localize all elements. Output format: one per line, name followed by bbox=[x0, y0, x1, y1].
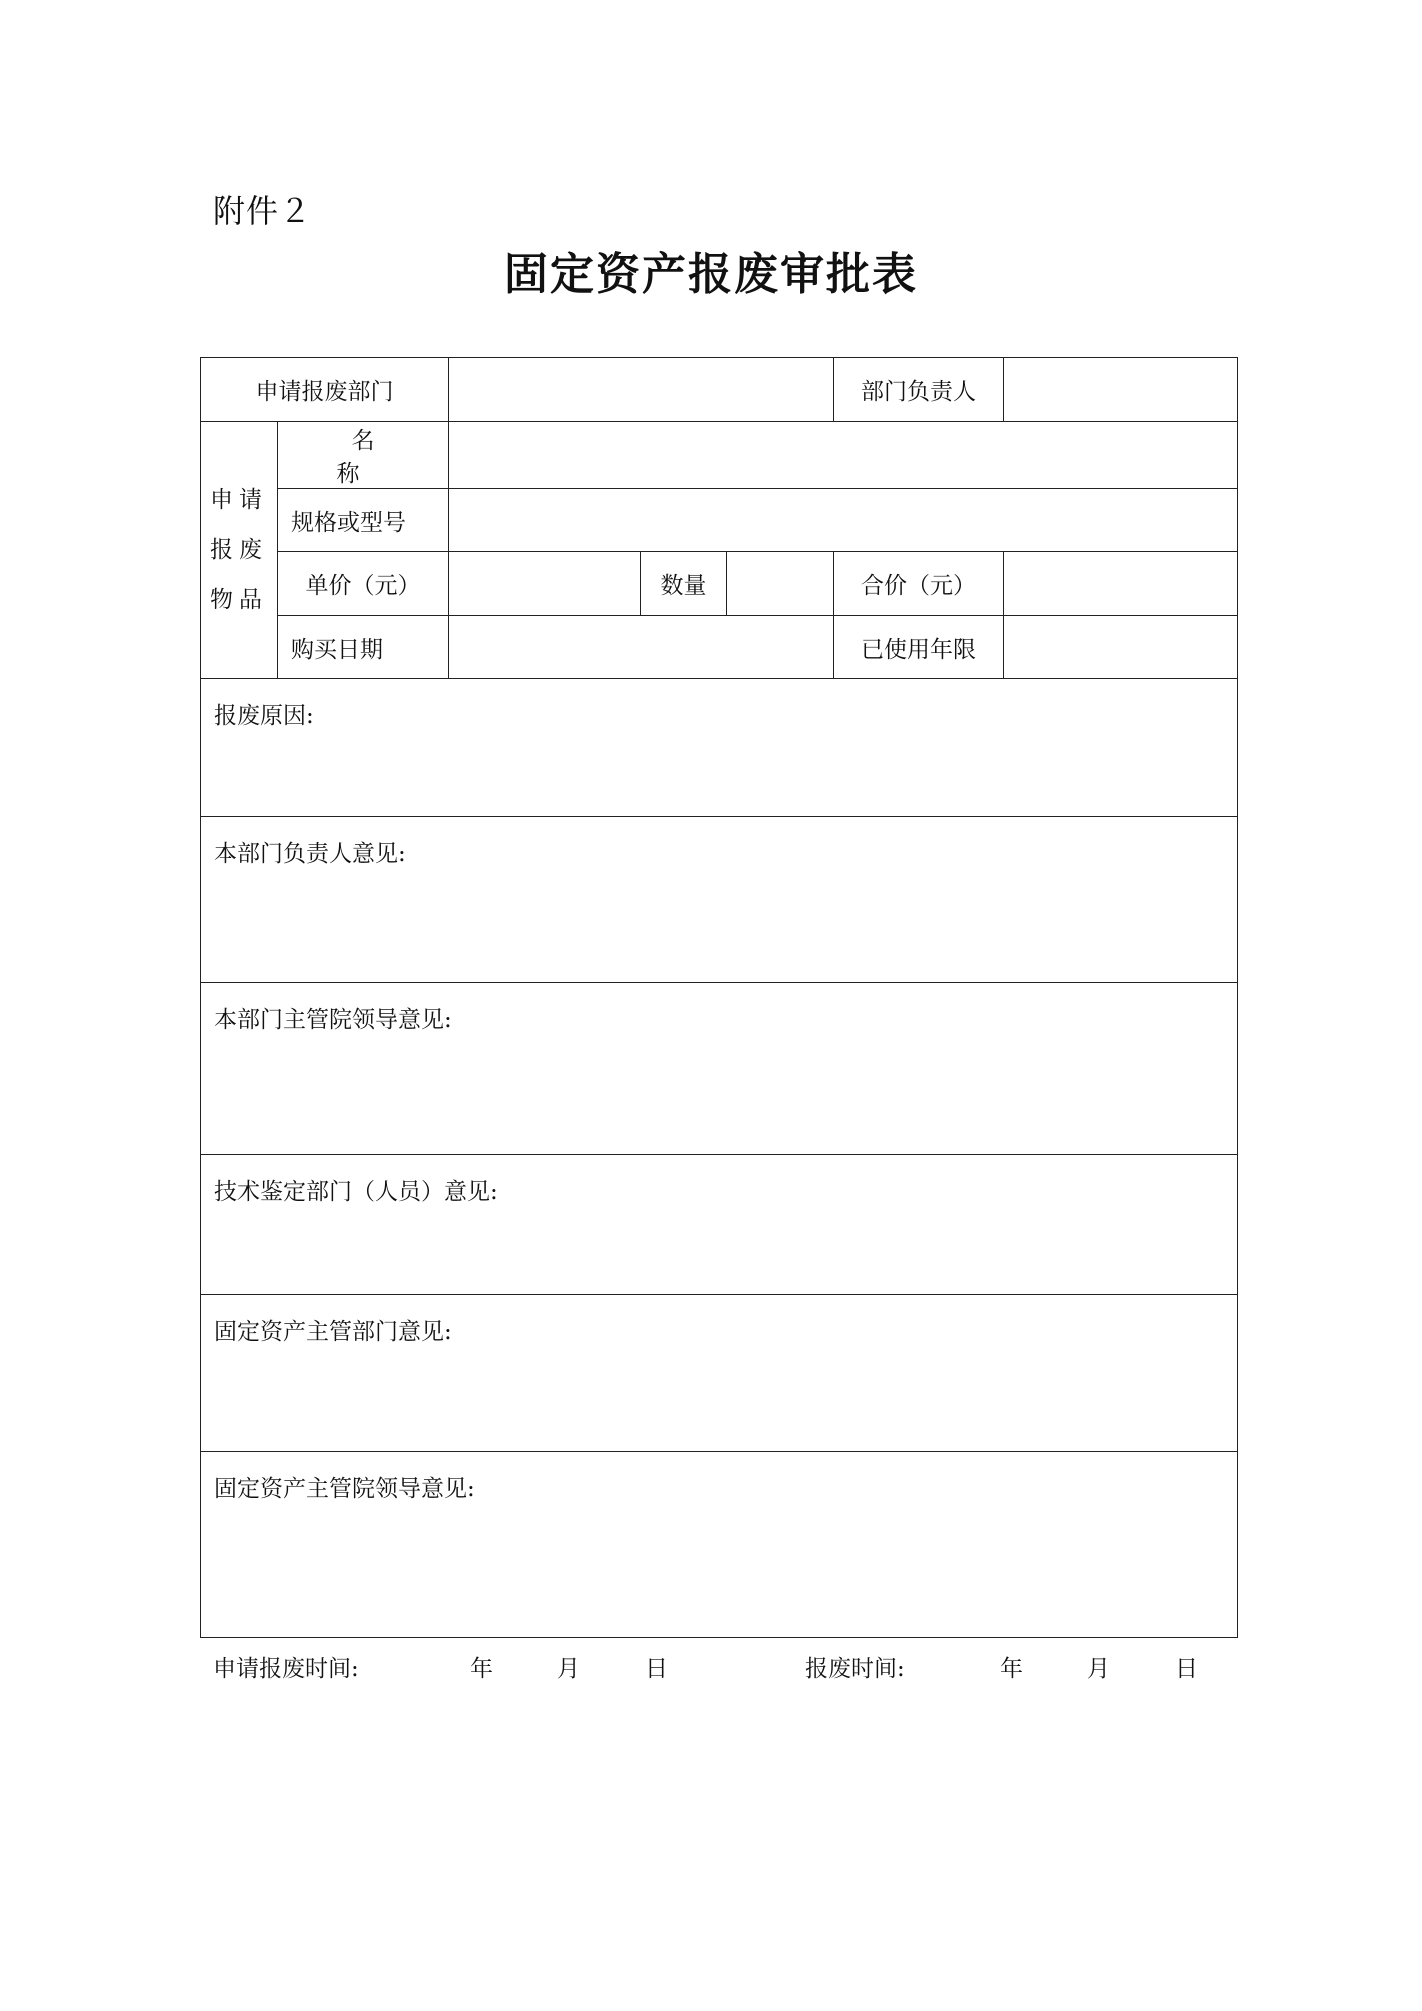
item-spec-label: 规格或型号 bbox=[278, 489, 449, 552]
unit-price-field[interactable] bbox=[449, 552, 641, 616]
row-asset-leader-opinion bbox=[201, 1452, 1238, 1638]
apply-time-label: 申请报废时间: bbox=[213, 1656, 359, 1682]
dept-leader-opinion-label: 本部门主管院领导意见: bbox=[214, 1007, 452, 1033]
asset-dept-opinion-cell[interactable] bbox=[201, 1295, 1238, 1452]
tech-opinion-label: 技术鉴定部门（人员）意见: bbox=[214, 1179, 498, 1205]
total-price-field[interactable] bbox=[1004, 552, 1238, 616]
quantity-field[interactable] bbox=[727, 552, 834, 616]
row-tech-opinion bbox=[201, 1155, 1238, 1295]
approval-form-table bbox=[200, 357, 1238, 1638]
apply-dept-label: 申请报废部门 bbox=[201, 358, 449, 422]
row-asset-dept-opinion bbox=[201, 1295, 1238, 1452]
asset-dept-opinion-label: 固定资产主管部门意见: bbox=[214, 1319, 452, 1345]
dept-head-opinion-cell[interactable] bbox=[201, 817, 1238, 983]
item-spec-field[interactable] bbox=[449, 489, 1238, 552]
purchase-date-label: 购买日期 bbox=[278, 616, 449, 679]
dept-leader-opinion-cell[interactable] bbox=[201, 983, 1238, 1155]
side-label-line1: 申请 bbox=[210, 487, 268, 513]
row-reason bbox=[201, 679, 1238, 817]
row-item-price bbox=[201, 552, 1238, 616]
dept-head-field[interactable] bbox=[1004, 358, 1238, 422]
row-dept-head-opinion bbox=[201, 817, 1238, 983]
total-price-label: 合价（元） bbox=[834, 552, 1004, 616]
asset-leader-opinion-label: 固定资产主管院领导意见: bbox=[214, 1476, 475, 1502]
dept-head-label: 部门负责人 bbox=[834, 358, 1004, 422]
side-label-line3: 物品 bbox=[210, 587, 268, 613]
form-title: 固定资产报废审批表 bbox=[504, 249, 918, 300]
tech-opinion-cell[interactable] bbox=[201, 1155, 1238, 1295]
years-used-field[interactable] bbox=[1004, 616, 1238, 679]
asset-leader-opinion-cell[interactable] bbox=[201, 1452, 1238, 1638]
apply-month-label: 月 bbox=[557, 1656, 580, 1682]
item-name-field[interactable] bbox=[449, 422, 1238, 489]
scrap-time-label: 报废时间: bbox=[805, 1656, 905, 1682]
apply-year-label: 年 bbox=[470, 1656, 493, 1682]
row-item-name bbox=[201, 422, 1238, 489]
apply-day-label: 日 bbox=[645, 1656, 668, 1682]
scrap-items-side-label bbox=[201, 422, 278, 679]
item-name-label-cell bbox=[278, 422, 449, 489]
row-dept-leader-opinion bbox=[201, 983, 1238, 1155]
scrap-year-label: 年 bbox=[1000, 1656, 1023, 1682]
attachment-number: 附件２ bbox=[213, 192, 313, 230]
row-item-spec bbox=[201, 489, 1238, 552]
years-used-label: 已使用年限 bbox=[834, 616, 1004, 679]
scrap-reason-label: 报废原因: bbox=[214, 703, 314, 729]
row-department bbox=[201, 358, 1238, 422]
dept-head-opinion-label: 本部门负责人意见: bbox=[214, 841, 406, 867]
scrap-day-label: 日 bbox=[1175, 1656, 1198, 1682]
purchase-date-field[interactable] bbox=[449, 616, 834, 679]
item-name-label: 名 称 bbox=[336, 428, 405, 487]
row-item-date bbox=[201, 616, 1238, 679]
unit-price-label: 单价（元） bbox=[278, 552, 449, 616]
side-label-line2: 报废 bbox=[210, 537, 268, 563]
scrap-reason-cell[interactable] bbox=[201, 679, 1238, 817]
quantity-label: 数量 bbox=[641, 552, 727, 616]
apply-dept-field[interactable] bbox=[449, 358, 834, 422]
scrap-month-label: 月 bbox=[1087, 1656, 1110, 1682]
